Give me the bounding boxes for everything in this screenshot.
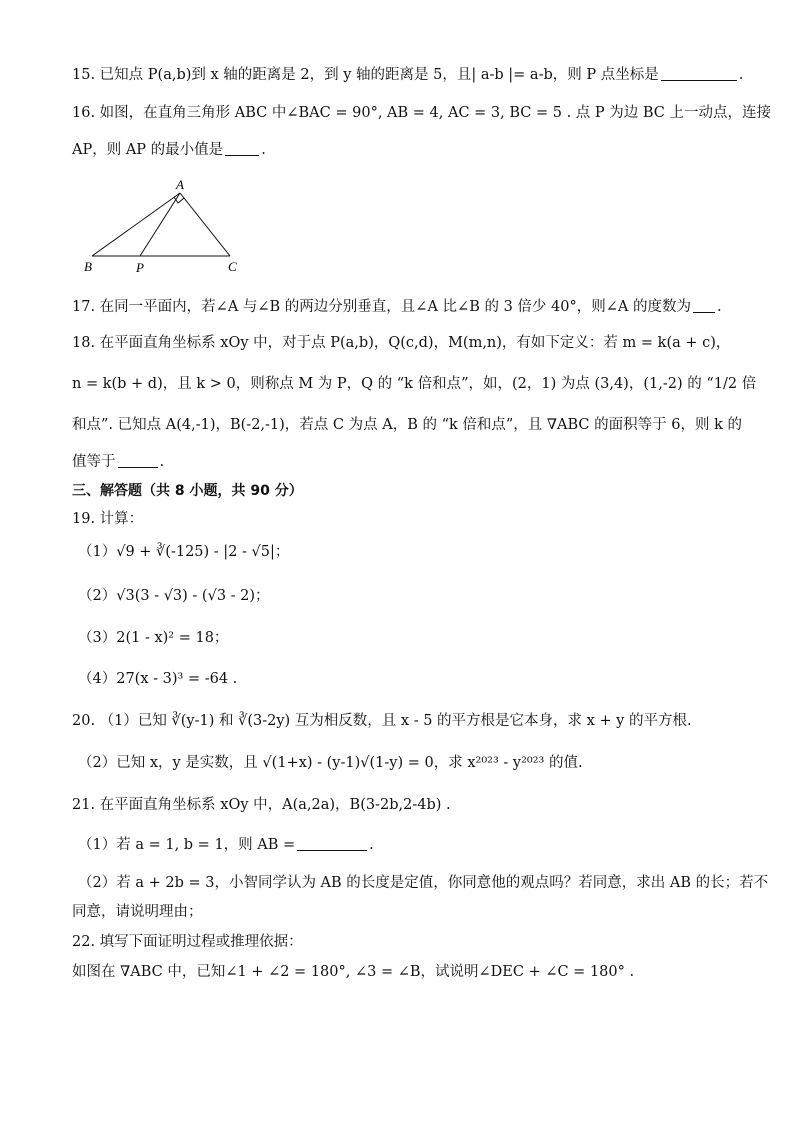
- question-20-part2: （2）已知 x，y 是实数，且 √(1+x) - (y-1)√(1-y) = 0，求 x²⁰²³ - y²⁰²³ 的值.: [78, 755, 583, 771]
- q19-item-4: （4）27(x - 3)³ = -64 .: [78, 671, 238, 687]
- q19-item-3: （3）2(1 - x)² = 18；: [78, 630, 229, 646]
- question-18-line2: n = k(b + d)，且 k > 0，则称点 M 为 P，Q 的 “k 倍和点”，如，(2，1) 为点 (3,4)，(1,-2) 的 “1/2 倍: [72, 376, 757, 392]
- q17-answer-blank[interactable]: [693, 298, 715, 313]
- label-c: C: [228, 259, 237, 274]
- q16-text: AP，则 AP 的最小值是: [72, 142, 224, 158]
- section-3-title: 三、解答题（共 8 小题，共 90 分）: [72, 483, 303, 499]
- q16-tail: .: [261, 142, 266, 158]
- q19-item-1: （1）√9 + ∛(-125) - |2 - √5|；: [78, 544, 290, 560]
- q21-answer-blank[interactable]: [297, 836, 367, 851]
- q17-text: 17. 在同一平面内，若∠A 与∠B 的两边分别垂直，且∠A 比∠B 的 3 倍少 40°，则∠A 的度数为: [72, 299, 691, 315]
- question-21-part2-line1: （2）若 a + 2b = 3，小智同学认为 AB 的长度是定值，你同意他的观点吗？若同意，求出 AB 的长；若不: [78, 875, 769, 891]
- question-22-head: 22. 填写下面证明过程或推理依据：: [72, 934, 303, 950]
- question-15: [72, 64, 744, 86]
- q17-tail: .: [716, 299, 722, 315]
- q21-part1-tail: .: [369, 837, 374, 853]
- question-21-head: 21. 在平面直角坐标系 xOy 中，A(a,2a)，B(3-2b,2-4b) .: [72, 797, 451, 813]
- segment-ap: [140, 193, 180, 256]
- side-ac: [180, 193, 230, 256]
- question-17: [72, 296, 734, 318]
- right-angle-mark: [174, 197, 184, 203]
- question-22-body: 如图在 ∇ABC 中，已知∠1 + ∠2 = 180°, ∠3 = ∠B，试说明∠DEC + ∠C = 180° .: [72, 964, 635, 980]
- q15-text: 15. 已知点 P(a,b)到 x 轴的距离是 2，到 y 轴的距离是 5，且| a-b |= a-b，则 P 点坐标是: [72, 67, 659, 83]
- side-ab: [92, 193, 180, 256]
- q19-item-2: （2）√3(3 - √3) - (√3 - 2)；: [78, 588, 270, 604]
- label-a: A: [176, 177, 184, 192]
- question-18-line3: 和点”. 已知点 A(4,-1)，B(-2,-1)，若点 C 为点 A，B 的 “k 倍和点”，且 ∇ABC 的面积等于 6，则 k 的: [72, 417, 742, 433]
- question-16-line1: 16. 如图，在直角三角形 ABC 中∠BAC = 90°, AB = 4, AC = 3, BC = 5 . 点 P 为边 BC 上一动点，连接: [72, 105, 772, 121]
- question-20-part1: 20. （1）已知 ∛(y-1) 和 ∛(3-2y) 互为相反数，且 x - 5 的平方根是它本身，求 x + y 的平方根.: [72, 713, 692, 729]
- q18-text: 值等于: [72, 454, 116, 470]
- question-18-line4: [72, 451, 734, 473]
- label-p: P: [136, 260, 144, 275]
- question-16-line2: [72, 139, 734, 161]
- label-b: B: [84, 259, 92, 274]
- question-21-part2-line2: 同意，请说明理由；: [72, 904, 203, 920]
- q15-tail: .: [738, 67, 744, 83]
- question-19-head: 19. 计算：: [72, 511, 144, 527]
- q15-answer-blank[interactable]: [661, 66, 737, 81]
- q21-part1-text: （1）若 a = 1, b = 1，则 AB =: [78, 837, 296, 853]
- question-21-part1: [78, 834, 734, 856]
- q18-answer-blank[interactable]: [118, 453, 158, 468]
- triangle-figure: [82, 176, 252, 280]
- q16-answer-blank[interactable]: [225, 141, 259, 156]
- question-18-line1: 18. 在平面直角坐标系 xOy 中，对于点 P(a,b)，Q(c,d)，M(m,n)，有如下定义：若 m = k(a + c)，: [72, 335, 731, 351]
- q18-tail: .: [159, 454, 165, 470]
